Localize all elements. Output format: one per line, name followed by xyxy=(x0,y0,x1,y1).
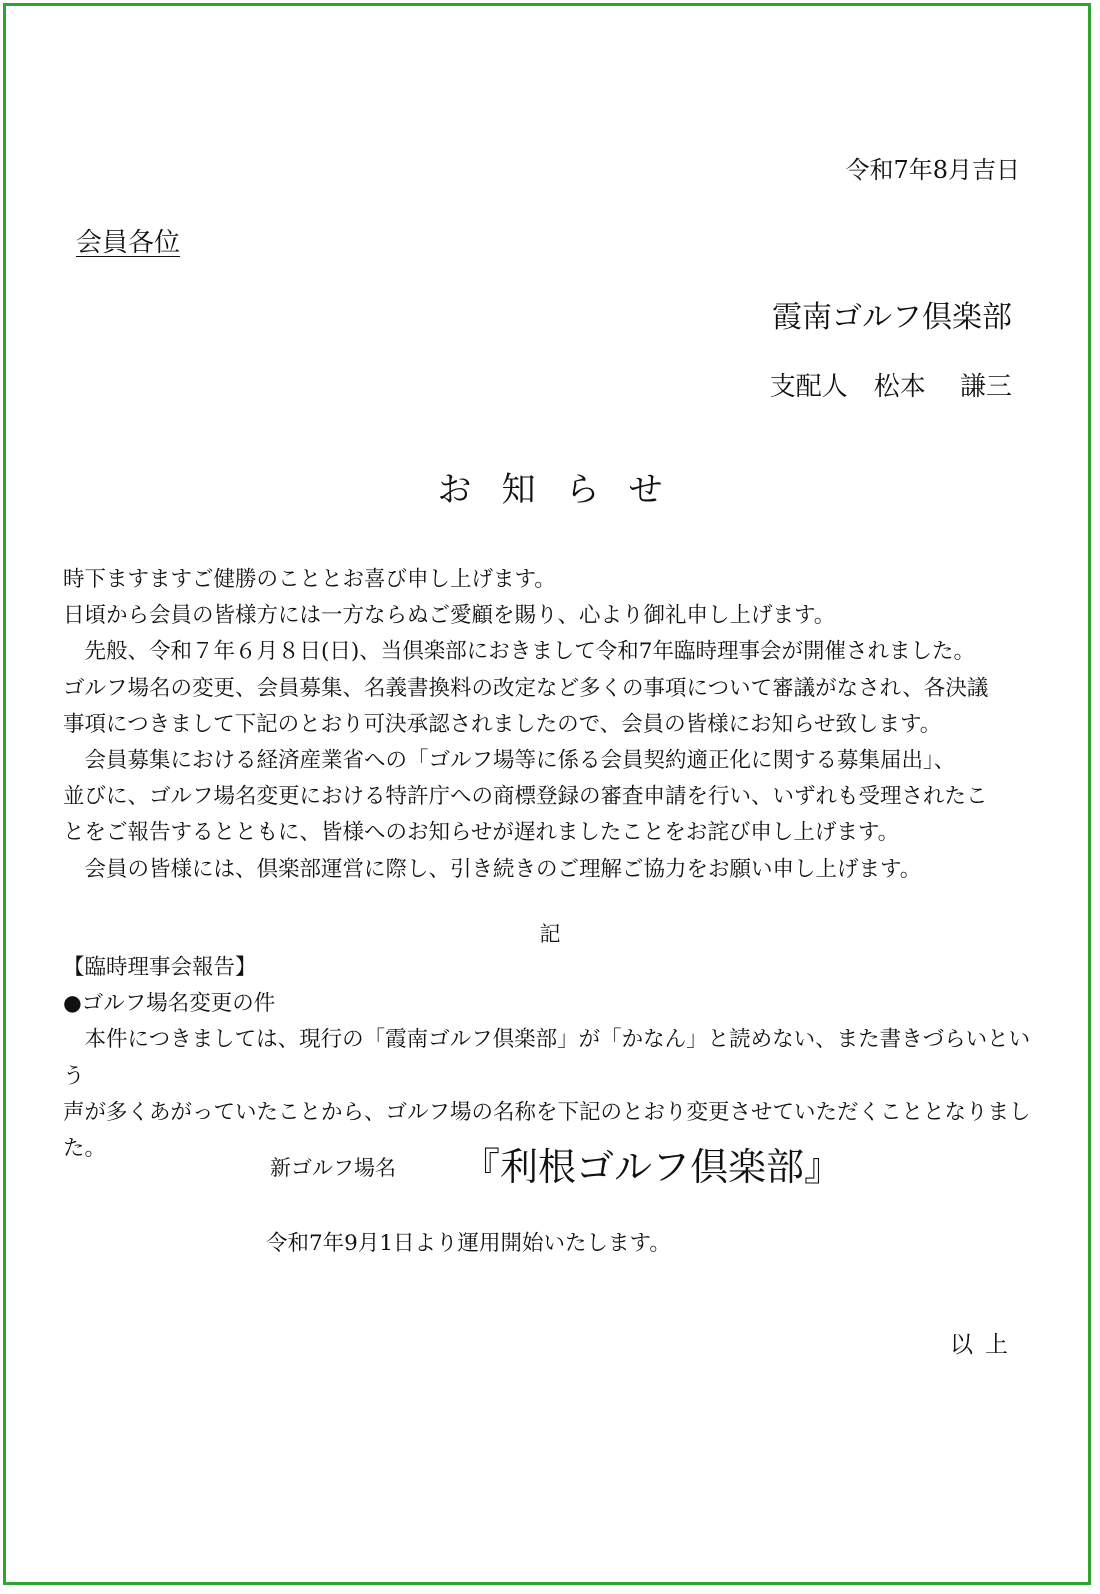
sender-person: 支配人 松本 謙三 xyxy=(769,372,1012,402)
body-line: 時下ますますご健勝のこととお喜び申し上げます。 xyxy=(63,567,556,592)
sender-organization: 霞南ゴルフ倶楽部 xyxy=(772,300,1012,335)
section-heading: 【臨時理事会報告】 xyxy=(63,955,257,980)
body-line: ゴルフ場名の変更、会員募集、名義書換料の改定など多くの事項について審議がなされ、各決議 xyxy=(63,675,989,701)
new-name-value: 『利根ゴルフ倶楽部』 xyxy=(462,1145,843,1189)
report-section xyxy=(63,950,1043,1167)
new-name-label: 新ゴルフ場名 xyxy=(270,1156,396,1180)
start-note: 令和7年9月1日より運用開始いたします。 xyxy=(266,1231,671,1256)
section-line: 本件につきましては、現行の「霞南ゴルフ倶楽部」が「かなん」と読めない、また書きづらいという xyxy=(63,1027,1031,1089)
body-line: 並びに、ゴルフ場名変更における特許庁への商標登録の審査申請を行い、いずれも受理されたこ xyxy=(63,784,988,810)
section-line: 声が多くあがっていたことから、ゴルフ場の名称を下記のとおり変更させていただくこととなりました。 xyxy=(63,1099,1031,1162)
body-line: とをご報告するとともに、皆様へのお知らせが遅れましたことをお詫び申し上げます。 xyxy=(63,820,900,846)
ki-marker: 記 xyxy=(539,922,561,946)
addressee: 会員各位 xyxy=(76,228,181,258)
notice-body xyxy=(63,562,1043,888)
document-date: 令和7年8月吉日 xyxy=(845,156,1020,184)
closing-mark: 以上 xyxy=(950,1332,1020,1358)
section-item: ●ゴルフ場名変更の件 xyxy=(63,991,276,1017)
body-line: 会員募集における経済産業省への「ゴルフ場等に係る会員契約適正化に関する募集届出」、 xyxy=(63,748,956,774)
body-line: 先般、令和７年６月８日(日)、当倶楽部におきまして令和7年臨時理事会が開催されました。 xyxy=(63,639,975,665)
body-line: 日頃から会員の皆様方には一方ならぬご愛顧を賜り、心より御礼申し上げます。 xyxy=(63,603,836,629)
body-line: 事項につきまして下記のとおり可決承認されましたので、会員の皆様にお知らせ致します。 xyxy=(63,711,942,737)
body-line: 会員の皆様には、倶楽部運営に際し、引き続きのご理解ご協力をお願い申し上げます。 xyxy=(63,856,922,882)
notice-title: お知らせ xyxy=(437,470,693,510)
